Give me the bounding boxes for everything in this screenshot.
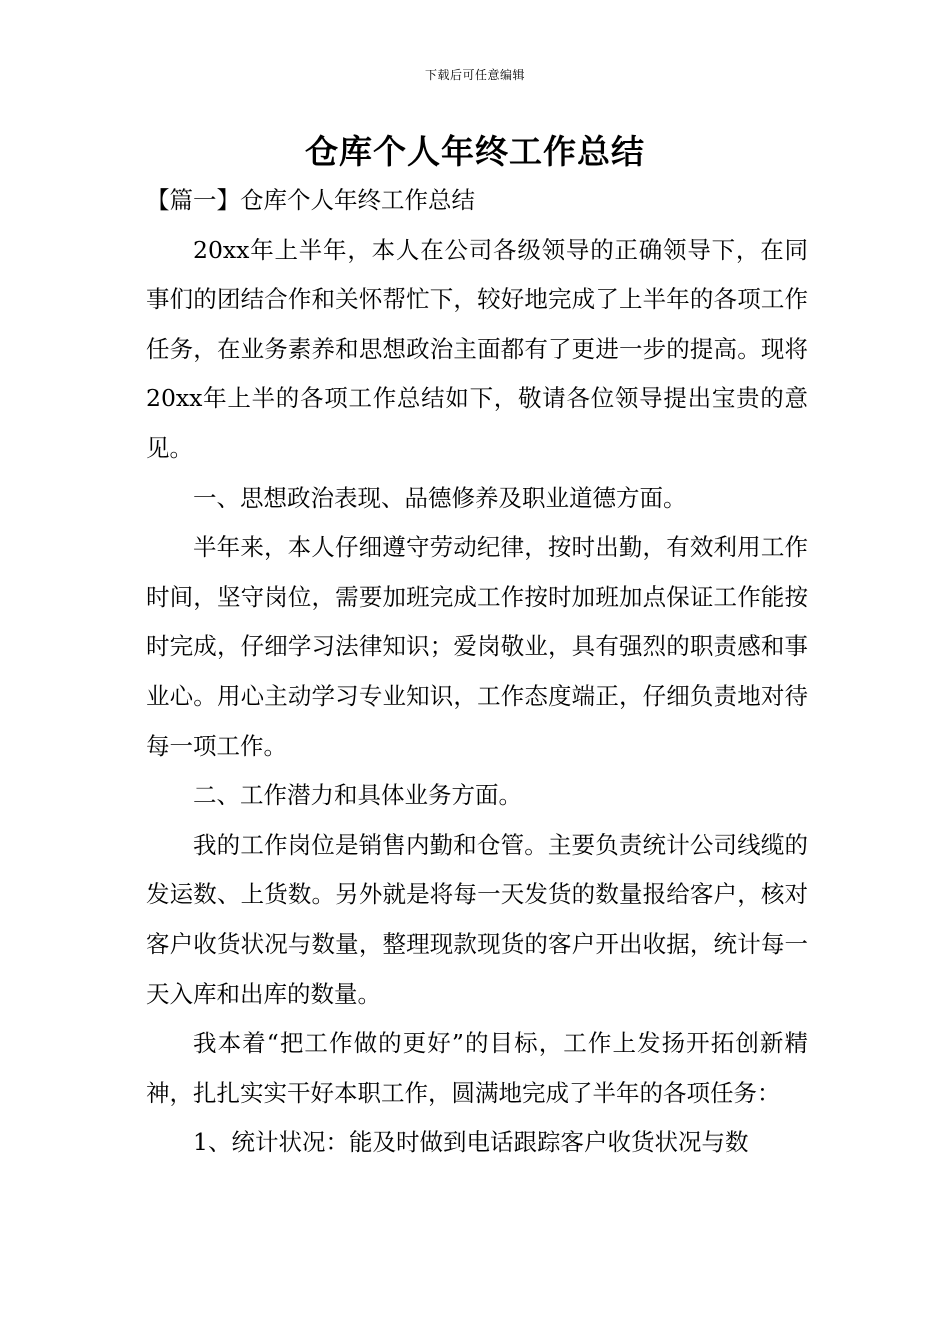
paragraph-heading-1: 一、思想政治表现、品德修养及职业道德方面。 — [193, 483, 687, 512]
document-body — [146, 176, 808, 1168]
paragraph-intro: 20xx年上半年，本人在公司各级领导的正确领导下，在同事们的团结合作和关怀帮忙下，较好地完成了上半年的各项工作任务，在业务素养和思想政治主面都有了更进一步的提高。现将20xx年上半的各项工作总结如下，敬请各位领导提出宝贵的意见。 — [146, 235, 808, 462]
paragraph-heading-2: 二、工作潜力和具体业务方面。 — [193, 781, 522, 810]
document-title: 仓库个人年终工作总结 — [305, 132, 645, 171]
paragraph-goal: 我本着“把工作做的更好”的目标，工作上发扬开拓创新精神，扎扎实实干好本职工作，圆满地完成了半年的各项任务： — [146, 1029, 808, 1107]
paragraph-item-1: 1、统计状况：能及时做到电话跟踪客户收货状况与数 — [193, 1128, 749, 1157]
paragraph-duties: 我的工作岗位是销售内勤和仓管。主要负责统计公司线缆的发运数、上货数。另外就是将每一天发货的数量报给客户，核对客户收货状况与数量，整理现款现货的客户开出收据，统计每一天入库和出库的数量。 — [146, 830, 808, 1008]
header-note: 下载后可任意编辑 — [424, 68, 525, 82]
section-heading: 【篇一】仓库个人年终工作总结 — [146, 186, 475, 214]
paragraph-conduct: 半年来，本人仔细遵守劳动纪律，按时出勤，有效利用工作时间，坚守岗位，需要加班完成工作按时加班加点保证工作能按时完成，仔细学习法律知识；爱岗敬业，具有强烈的职责感和事业心。用心主动学习专业知识，工作态度端正，仔细负责地对待每一项工作。 — [146, 533, 808, 760]
